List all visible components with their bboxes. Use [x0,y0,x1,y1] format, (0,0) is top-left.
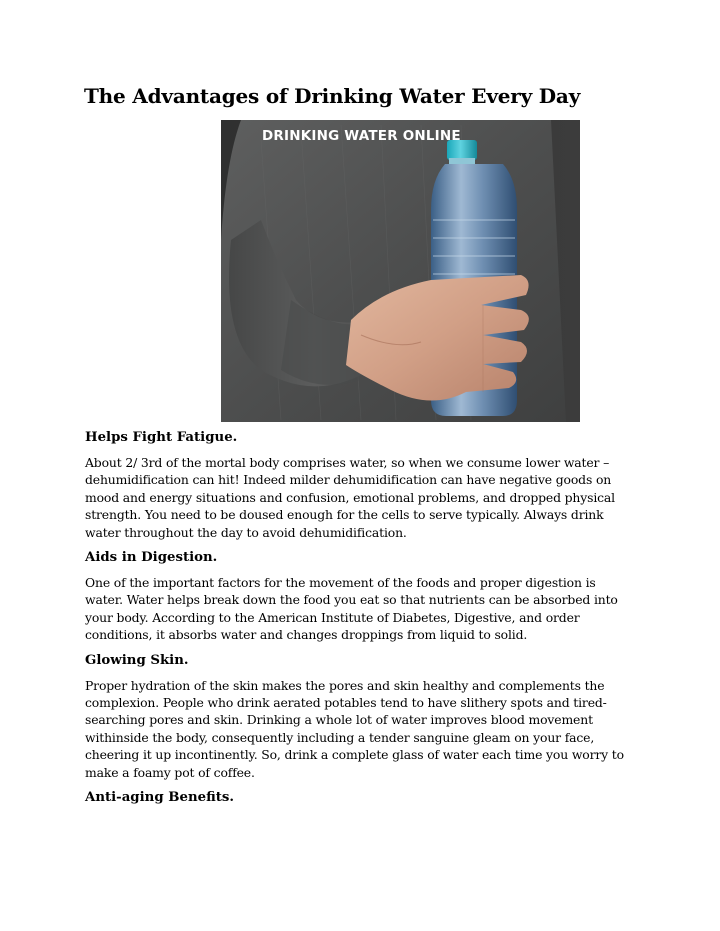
page-title: The Advantages of Drinking Water Every Day [84,84,581,108]
article-body [85,429,631,814]
section-body-fatigue: About 2/ 3rd of the mortal body comprises water, so when we consume lower water – dehumidification can hit! Indeed milder dehumidification can have negative goods on mood and energy situations and confusion, emotional problems, and dropped physical strength. You need to be doused enough for the cells to serve typically. Always drink water throughout the day to avoid dehumidification. [85,455,615,540]
water-bottle-photo [221,120,580,422]
image-overlay-text: DRINKING WATER ONLINE [262,128,461,144]
photo-illustration [221,120,580,422]
section-body-digestion: One of the important factors for the movement of the foods and proper digestion is water. Water helps break down the food you eat so that nutrients can be absorbed into your body. According to the American Institute of Diabetes, Digestive, and order conditions, it absorbs water and changes droppings from liquid to solid. [85,575,618,643]
section-heading-digestion: Aids in Digestion. [85,550,218,566]
section-body-skin: Proper hydration of the skin makes the pores and skin healthy and complements the complexion. People who drink aerated potables tend to have slithery spots and tired-searching pores and skin. Drinking a whole lot of water improves blood movement withinside the body, consequently including a tender sanguine gleam on your face, cheering it up incontinently. So, drink a complete glass of water each time you worry to make a foamy pot of coffee. [85,677,624,780]
section-heading-skin: Glowing Skin. [85,652,189,668]
section-heading-anti-aging: Anti-aging Benefits. [85,790,235,806]
section-heading-fatigue: Helps Fight Fatigue. [85,430,238,445]
